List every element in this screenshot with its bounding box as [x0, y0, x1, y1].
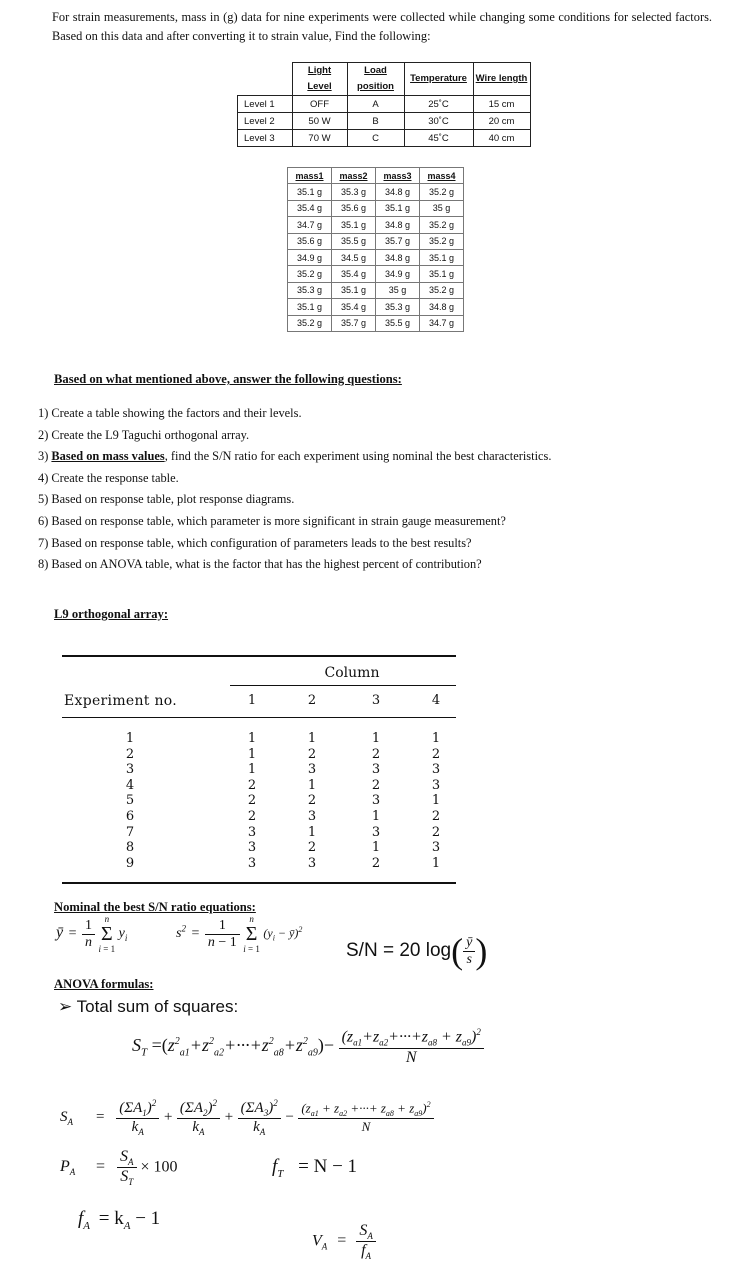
- anova-heading: ANOVA formulas:: [54, 977, 154, 991]
- question-emphasis: Based on mass values: [51, 449, 165, 464]
- l9-cell: 1: [371, 808, 381, 824]
- level-cell: 50 W: [292, 113, 347, 130]
- mass-cell: 35 g: [420, 200, 464, 216]
- column-number: 1: [247, 693, 257, 708]
- l9-cell: 3: [247, 855, 257, 871]
- level-cell: 30˚C: [404, 113, 473, 130]
- level-cell: OFF: [292, 96, 347, 113]
- mass-cell: 34.7 g: [288, 217, 332, 233]
- l9-cell: 2: [247, 808, 257, 824]
- mass-cell: 35.7 g: [376, 233, 420, 249]
- l9-cell: 1: [125, 731, 135, 746]
- mass-cell: 35.1 g: [376, 200, 420, 216]
- l9-cell: 3: [371, 793, 381, 809]
- l9-cell: 1: [371, 840, 381, 856]
- mass-cell: 35.2 g: [288, 266, 332, 282]
- mass-header: mass4: [420, 168, 464, 184]
- level-cell: 20 cm: [473, 113, 530, 130]
- l9-cell: 1: [247, 731, 257, 746]
- mass-row: [288, 233, 464, 249]
- mass-cell: 34.8 g: [376, 217, 420, 233]
- l9-cell: 8: [125, 840, 135, 856]
- l9-cell: 3: [307, 808, 317, 824]
- mass-cell: 35.1 g: [420, 266, 464, 282]
- l9-cell: 2: [431, 746, 441, 762]
- level-cell: C: [347, 130, 404, 147]
- mass-cell: 35.1 g: [332, 217, 376, 233]
- l9-cell: 1: [371, 731, 381, 746]
- l9-cell: 1: [431, 731, 441, 746]
- mass-cell: 35.2 g: [420, 282, 464, 298]
- factor-header: Load position: [347, 63, 404, 96]
- mean-formula: ȳ = $\frac{1}{n}$ n Σ i = 1 $y_i$: [56, 914, 128, 954]
- l9-cell: 1: [247, 762, 257, 778]
- mass-cell: 35.1 g: [420, 249, 464, 265]
- st-formula: $S_T =(z^2_{a1}+z^2_{a2}+\cdot\cdot\cdot+z^2_{a8}+z^2_{a9})-$ $\frac{(z_{a1}+z_{a2}+\cdot\cdot\cdot+z_{a8} + z_{a9})^2}{N}$: [132, 1027, 484, 1067]
- l9-cell: 1: [307, 824, 317, 840]
- va-formula: $V_A$ = $\frac{S_A}{f_A}$: [312, 1222, 376, 1261]
- l9-cell: 1: [431, 793, 441, 809]
- l9-cell: 5: [125, 793, 135, 809]
- l9-cell: 9: [125, 855, 135, 871]
- level-cell: 70 W: [292, 130, 347, 147]
- mass-cell: 35 g: [376, 282, 420, 298]
- factor-levels-table: [237, 62, 531, 147]
- mass-cell: 35.3 g: [332, 184, 376, 200]
- question-item: 4) Create the response table.: [38, 470, 179, 485]
- l9-cell: 3: [371, 762, 381, 778]
- sa-formula: $S_A$ = $\frac{(\Sigma A_1)^2}{k_A}$ + $\frac{(\Sigma A_2)^2}{k_A}$ + $\frac{(\Sigma A_3)^2}{k_A}$ − $\frac{(z_{a1} + z_{a2} +\cdot\cdot\cdot+ z_{a8} + z_{a9})^2}{N}$: [60, 1098, 434, 1137]
- column-number: 2: [307, 693, 317, 708]
- mass-row: [288, 249, 464, 265]
- l9-cell: 1: [307, 731, 317, 746]
- l9-cell: 1: [307, 777, 317, 793]
- mass-cell: 35.1 g: [332, 282, 376, 298]
- mass-cell: 35.6 g: [332, 200, 376, 216]
- l9-column-1: [242, 731, 262, 871]
- fa-tail: − 1: [130, 1208, 161, 1229]
- l9-cell: 3: [431, 762, 441, 778]
- l9-cell: 3: [307, 855, 317, 871]
- intro-paragraph: For strain measurements, mass in (g) data for nine experiments were collected while changing some conditions for selected factors. Based on this data and after converting it to strain value, Find the following:: [52, 10, 712, 43]
- l9-cell: 3: [431, 840, 441, 856]
- mass-cell: 35.4 g: [332, 266, 376, 282]
- l9-cell: 1: [431, 855, 441, 871]
- mass-header: mass3: [376, 168, 420, 184]
- mass-cell: 35.3 g: [288, 282, 332, 298]
- l9-heading: L9 orthogonal array:: [54, 607, 169, 621]
- l9-cell: 2: [431, 824, 441, 840]
- level-cell: 45˚C: [404, 130, 473, 147]
- question-item: 2) Create the L9 Taguchi orthogonal array.: [38, 427, 250, 442]
- sn-ratio-formula: S/N = 20 log( $\frac{ȳ}{s}$ ): [346, 931, 488, 971]
- column-number: 3: [371, 693, 381, 708]
- mass-cell: 34.8 g: [376, 249, 420, 265]
- mass-cell: 34.8 g: [420, 299, 464, 315]
- mass-row: [288, 217, 464, 233]
- ft-formula: $f_T = N - 1$: [272, 1156, 358, 1180]
- fa-text: = k: [98, 1208, 124, 1229]
- l9-column-3: [366, 731, 386, 871]
- level-cell: A: [347, 96, 404, 113]
- l9-cell: 2: [371, 746, 381, 762]
- l9-cell: 2: [371, 777, 381, 793]
- pa-multiplier: × 100: [140, 1158, 178, 1176]
- mass-row: [288, 315, 464, 331]
- mass-cell: 35.7 g: [332, 315, 376, 331]
- questions-heading: Based on what mentioned above, answer the following questions:: [54, 372, 402, 386]
- l9-cell: 2: [431, 808, 441, 824]
- level-cell: 25˚C: [404, 96, 473, 113]
- mass-cell: 35.5 g: [376, 315, 420, 331]
- l9-cell: 3: [371, 824, 381, 840]
- factor-row: [238, 113, 531, 130]
- l9-cell: 2: [247, 793, 257, 809]
- mass-cell: 34.9 g: [376, 266, 420, 282]
- question-item: 6) Based on response table, which parameter is more significant in strain gauge measurement?: [38, 513, 506, 528]
- questions-list: [38, 403, 551, 576]
- factor-header: Wire length: [473, 63, 530, 96]
- l9-cell: 3: [307, 762, 317, 778]
- mass-cell: 34.9 g: [288, 249, 332, 265]
- mass-cell: 34.5 g: [332, 249, 376, 265]
- l9-column-2: [302, 731, 322, 871]
- mass-row: [288, 200, 464, 216]
- level-cell: 40 cm: [473, 130, 530, 147]
- question-prefix: 3): [38, 449, 52, 464]
- level-label: Level 3: [238, 130, 293, 147]
- mass-row: [288, 282, 464, 298]
- mass-header: mass1: [288, 168, 332, 184]
- question-item: 5) Based on response table, plot response diagrams.: [38, 492, 295, 507]
- question-item: 7) Based on response table, which configuration of parameters leads to the best results?: [38, 535, 472, 550]
- mass-cell: 34.8 g: [376, 184, 420, 200]
- mass-cell: 34.7 g: [420, 315, 464, 331]
- l9-cell: 2: [247, 777, 257, 793]
- factor-row: [238, 130, 531, 147]
- factor-row: [238, 96, 531, 113]
- mass-cell: 35.6 g: [288, 233, 332, 249]
- l9-cell: 4: [125, 777, 135, 793]
- level-cell: 15 cm: [473, 96, 530, 113]
- l9-cell: 1: [247, 746, 257, 762]
- mass-row: [288, 184, 464, 200]
- l9-cell: 3: [431, 777, 441, 793]
- l9-cell: 7: [125, 824, 135, 840]
- mass-cell: 35.5 g: [332, 233, 376, 249]
- fa-formula: $f_A = k_A - 1$: [78, 1208, 161, 1232]
- l9-cell: 2: [307, 746, 317, 762]
- mass-cell: 35.4 g: [332, 299, 376, 315]
- sn-ratio-text: S/N = 20 log: [346, 940, 452, 962]
- question-item: 1) Create a table showing the factors and their levels.: [38, 406, 302, 420]
- mass-cell: 35.2 g: [420, 184, 464, 200]
- factor-header: Light Level: [292, 63, 347, 96]
- mass-data-table: [287, 167, 464, 332]
- l9-cell: 2: [307, 793, 317, 809]
- question-rest: , find the S/N ratio for each experiment using nominal the best characteristics.: [164, 449, 552, 464]
- mass-row: [288, 266, 464, 282]
- l9-array: [62, 655, 456, 885]
- mass-cell: 35.3 g: [376, 299, 420, 315]
- l9-cell: 2: [125, 746, 135, 762]
- l9-column-4: [426, 731, 446, 871]
- pa-formula: $P_A$ = $\frac{S_A}{S_T}$ × 100: [60, 1148, 178, 1188]
- sn-heading: Nominal the best S/N ratio equations:: [54, 900, 256, 914]
- question-item: 8) Based on ANOVA table, what is the factor that has the highest percent of contribution?: [38, 557, 482, 572]
- mass-cell: 35.2 g: [288, 315, 332, 331]
- level-label: Level 1: [238, 96, 293, 113]
- l9-cell: 2: [307, 840, 317, 856]
- mass-row: [288, 299, 464, 315]
- level-cell: B: [347, 113, 404, 130]
- experiment-numbers: [120, 731, 140, 871]
- mass-cell: 35.2 g: [420, 233, 464, 249]
- l9-cell: 6: [125, 808, 135, 824]
- total-sum-squares-label: ➢ Total sum of squares:: [58, 997, 239, 1016]
- column-number: 4: [431, 693, 441, 708]
- l9-cell: 3: [247, 840, 257, 856]
- experiment-label: Experiment no.: [64, 693, 178, 709]
- variance-formula: $s^2$ = $\frac{1}{n - 1}$ n Σ i = 1 ($y_i$ − ȳ)$^2$: [176, 914, 303, 954]
- mass-cell: 35.1 g: [288, 299, 332, 315]
- factor-header: Temperature: [404, 63, 473, 96]
- l9-cell: 3: [247, 824, 257, 840]
- column-label: Column: [324, 665, 380, 681]
- level-label: Level 2: [238, 113, 293, 130]
- l9-cell: 2: [371, 855, 381, 871]
- ft-text: = N − 1: [298, 1156, 358, 1177]
- mass-cell: 35.2 g: [420, 217, 464, 233]
- mass-cell: 35.4 g: [288, 200, 332, 216]
- question-item: [38, 446, 551, 468]
- l9-cell: 3: [125, 762, 135, 778]
- mass-cell: 35.1 g: [288, 184, 332, 200]
- mass-header: mass2: [332, 168, 376, 184]
